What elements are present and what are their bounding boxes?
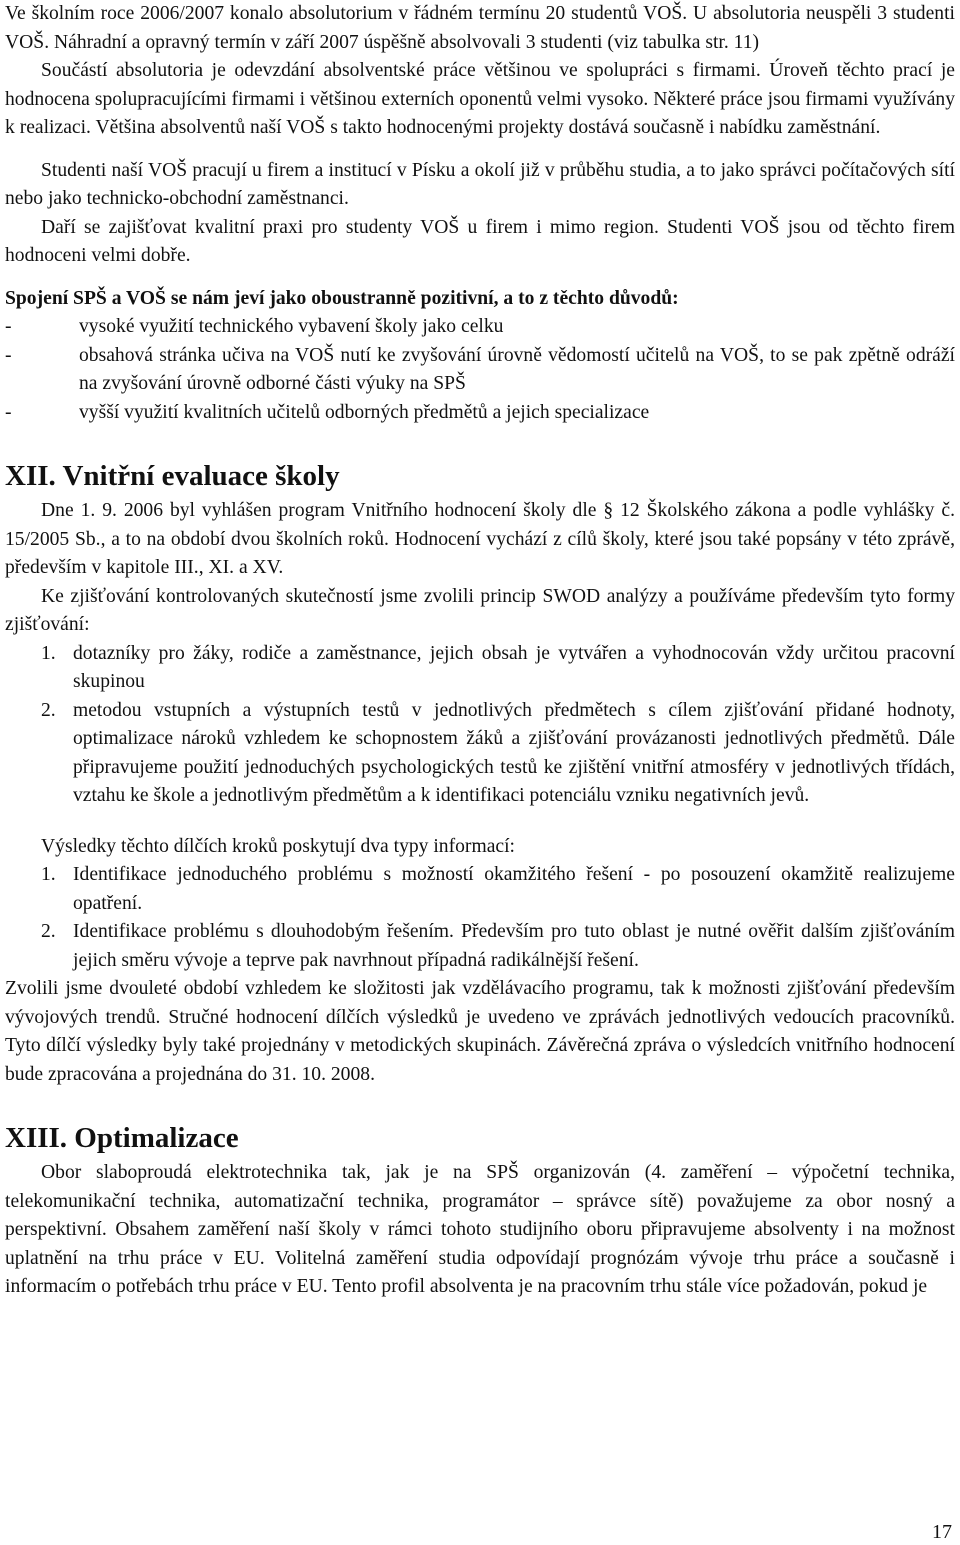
evaluation-conclusion: Zvolili jsme dvouleté období vzhledem ke složitosti jak vzdělávacího programu, tak k možnosti zjišťování především vývojových trendů. Stručné hodnocení dílčích výsledků je uvedeno ve zprávách jednotlivých vedoucích pracovníků. Tyto dílčí výsledky byly také projednány v metodických skupinách. Závěrečná zpráva o výsledcích vnitřního hodnocení bude zpracována a projednána do 31. 10. 2008. [5, 978, 955, 1085]
results-intro: Výsledky těchto dílčích kroků poskytují dva typy informací: [41, 835, 515, 857]
page-number: 17 [932, 1521, 952, 1543]
optimization-paragraph: Obor slaboproudá elektrotechnika tak, jak je na SPŠ organizován (4. zaměření – výpočetní technika, telekomunikační technika, automatizační technika, programátor – správce sítě) považujeme za obor nosný a perspektivní. Obsahem zaměření naší školy v rámci tohoto studijního oboru připravujeme absolventy i na možnost uplatnění na trhu práce v EU. Volitelná zaměření studia odpovídají prognózám vývoje trhu práce a současně i informacím o potřebách trhu práce v EU. Tento profil absolventa je na pracovním trhu stále více požadován, pokud je [5, 1162, 955, 1297]
intro-paragraph-2: Součástí absolutoria je odevzdání absolventské práce většinou ve spolupráci s firmami. Úroveň těchto prací je hodnocena spolupracujícími firmami i většinou externích oponentů velmi vysoko. Některé práce jsou firmami využívány k realizaci. Většina absolventů naší VOŠ s takto hodnocenými projekty dostává současně i nabídku zaměstnání. [5, 60, 955, 138]
evaluation-paragraph-2: Ke zjišťování kontrolovaných skutečností jsme zvolili princip SWOD analýzy a používáme především tyto formy zjišťování: [5, 585, 955, 635]
connection-item: - vyšší využití kvalitních učitelů odborných předmětů a jejich specializace [5, 401, 650, 423]
connection-item: - vysoké využití technického vybavení školy jako celku [5, 316, 504, 337]
connection-item: - obsahová stránka učiva na VOŠ nutí ke zvyšování úrovně vědomostí učitelů na VOŠ, to se pak zpětně odráží na zvyšování úrovně odborné části výuky na SPŠ [5, 344, 955, 394]
connection-heading: Spojení SPŠ a VOŠ se nám jeví jako oboustranně pozitivní, a to z těchto důvodů: [5, 287, 679, 309]
results-item: 2. Identifikace problému s dlouhodobým řešením. Především pro tuto oblast je nutné ověřit dalším zjišťováním jejich směru vývoje a teprve pak navrhnout případná radikálnější řešení. [41, 921, 955, 971]
results-item: 1. Identifikace jednoduchého problému s možností okamžitého řešení - po posouzení okamžitě realizujeme opatření. [41, 864, 955, 914]
evaluation-paragraph-1: Dne 1. 9. 2006 byl vyhlášen program Vnitřního hodnocení školy dle § 12 Školského zákona a podle vyhlášky č. 15/2005 Sb., a to na období dvou školních roků. Hodnocení vychází z cílů školy, které jsou také popsány v této zprávě, především v kapitole III., XI. a XV. [5, 500, 955, 578]
section-13-title: XIII. Optimalizace [5, 1122, 239, 1154]
intro-paragraph-1: Ve školním roce 2006/2007 konalo absolutorium v řádném termínu 20 studentů VOŠ. U absolutoria neuspěli 3 studenti VOŠ. Náhradní a opravný termín v září 2007 úspěšně absolvovali 3 studenti (viz tabulka str. 11) [5, 3, 955, 53]
students-paragraph-1: Studenti naší VOŠ pracují u firem a institucí v Písku a okolí již v průběhu studia, a to jako správci počítačových sítí nebo jako technicko-obchodní zaměstnanci. [5, 159, 955, 209]
students-paragraph-2: Daří se zajišťovat kvalitní praxi pro studenty VOŠ u firem i mimo region. Studenti VOŠ jsou od těchto firem hodnoceni velmi dobře. [5, 216, 955, 266]
section-12-title: XII. Vnitřní evaluace školy [5, 460, 340, 492]
evaluation-form-item: 1. dotazníky pro žáky, rodiče a zaměstnance, jejich obsah je vytvářen a vyhodnocován vždy určitou pracovní skupinou [41, 642, 955, 692]
document-page [5, 0, 955, 1302]
evaluation-form-item: 2. metodou vstupních a výstupních testů v jednotlivých předmětech s cílem zjišťování přidané hodnoty, optimalizace nároků vzhledem ke schopnostem žáků a zjišťování provázanosti jednotlivých předmětů. Dále připravujeme použití jednoduchých psychologických testů ke zjištění vnitřní atmosféry v jednotlivých třídách, vztahu ke škole a jednotlivým předmětům a k identifikaci potenciálu vzniku negativních jevů. [41, 699, 955, 806]
